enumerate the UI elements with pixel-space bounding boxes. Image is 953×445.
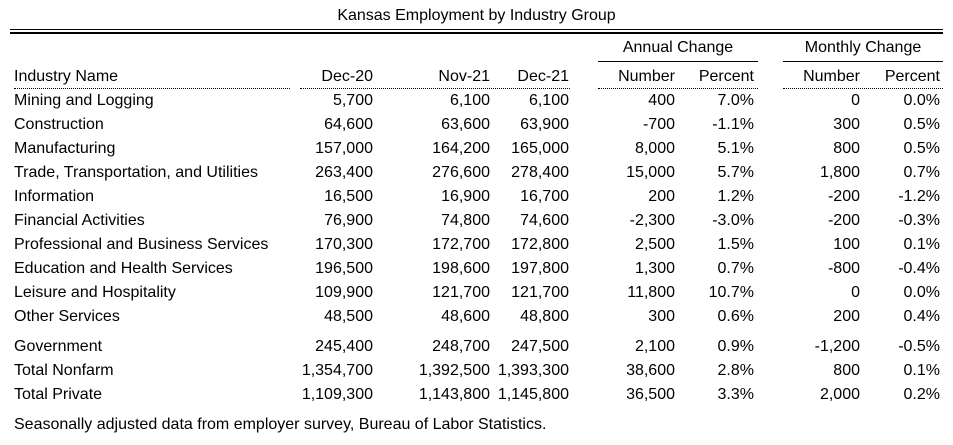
- dec21-cell: 1,145,800: [497, 386, 569, 403]
- monthly-number-cell: 0: [851, 284, 860, 301]
- table-row: [0, 305, 953, 329]
- table-row: [0, 137, 953, 161]
- annual-group-rule: [598, 61, 758, 62]
- dec21-cell: 197,800: [511, 260, 569, 277]
- nov21-cell: 248,700: [432, 338, 490, 355]
- dec20-cell: 1,354,700: [301, 362, 373, 379]
- dec21-cell: 121,700: [511, 284, 569, 301]
- monthly-percent-cell: 0.4%: [903, 308, 940, 325]
- nov21-cell: 16,900: [441, 188, 490, 205]
- monthly-group-rule: [783, 61, 943, 62]
- annual-percent-cell: -3.0%: [712, 212, 754, 229]
- annual-number-cell: 11,800: [627, 284, 675, 301]
- monthly-number-cell: -800: [827, 260, 860, 277]
- monthly-number-cell: 300: [833, 116, 860, 133]
- dec20-cell: 109,900: [315, 284, 373, 301]
- monthly-percent-cell: -1.2%: [898, 188, 940, 205]
- industry-name-cell: Financial Activities: [14, 212, 145, 229]
- table-row: [0, 281, 953, 305]
- table-row: [0, 359, 953, 383]
- header-top-rule: [10, 32, 943, 34]
- header-dec20: Dec-20: [321, 68, 373, 85]
- monthly-number-cell: 800: [833, 362, 860, 379]
- monthly-change-group-header: Monthly Change: [804, 39, 922, 56]
- header-annual-number: Number: [618, 68, 675, 85]
- footnote: Seasonally adjusted data from employer survey, Bureau of Labor Statistics.: [14, 416, 547, 433]
- monthly-percent-cell: -0.3%: [898, 212, 940, 229]
- table-row: [0, 257, 953, 281]
- annual-number-cell: 36,500: [626, 386, 675, 403]
- nov21-cell: 48,600: [441, 308, 490, 325]
- industry-name-cell: Leisure and Hospitality: [14, 284, 176, 301]
- industry-name-cell: Government: [14, 338, 103, 355]
- annual-percent-cell: 7.0%: [717, 92, 754, 109]
- dec21-cell: 165,000: [511, 140, 569, 157]
- annual-percent-cell: 10.7%: [708, 284, 754, 301]
- table-row: [0, 161, 953, 185]
- annual-number-cell: -700: [642, 116, 675, 133]
- nov21-cell: 1,392,500: [418, 362, 490, 379]
- dec20-cell: 48,500: [324, 308, 373, 325]
- table-row: [0, 185, 953, 209]
- monthly-number-cell: 2,000: [819, 386, 860, 403]
- annual-percent-cell: 5.7%: [717, 164, 754, 181]
- monthly-number-cell: -200: [827, 212, 860, 229]
- annual-change-group-header: Annual Change: [622, 39, 734, 56]
- annual-number-cell: 2,100: [634, 338, 675, 355]
- table-row: [0, 335, 953, 359]
- monthly-percent-cell: -0.5%: [898, 338, 940, 355]
- dec20-cell: 76,900: [324, 212, 373, 229]
- table-row: [0, 209, 953, 233]
- annual-percent-cell: 5.1%: [717, 140, 754, 157]
- dec20-cell: 157,000: [315, 140, 373, 157]
- annual-percent-cell: 0.7%: [717, 260, 754, 277]
- header-monthly-percent: Percent: [884, 68, 940, 85]
- nov21-cell: 1,143,800: [418, 386, 490, 403]
- dec20-cell: 170,300: [315, 236, 373, 253]
- dec20-cell: 64,600: [324, 116, 373, 133]
- nov21-cell: 6,100: [449, 92, 490, 109]
- nov21-cell: 276,600: [432, 164, 490, 181]
- header-industry-name: Industry Name: [14, 68, 119, 85]
- dec20-cell: 1,109,300: [301, 386, 373, 403]
- industry-name-cell: Total Private: [14, 386, 103, 403]
- dec20-cell: 196,500: [315, 260, 373, 277]
- dec21-cell: 247,500: [511, 338, 569, 355]
- table-row: [0, 113, 953, 137]
- monthly-percent-cell: 0.7%: [903, 164, 940, 181]
- monthly-number-cell: 800: [833, 140, 860, 157]
- dec21-cell: 1,393,300: [497, 362, 569, 379]
- annual-number-cell: 15,000: [626, 164, 675, 181]
- header-monthly-number: Number: [803, 68, 860, 85]
- dec20-cell: 16,500: [324, 188, 373, 205]
- monthly-number-cell: 1,800: [819, 164, 860, 181]
- annual-percent-cell: 3.3%: [717, 386, 754, 403]
- monthly-number-cell: -200: [827, 188, 860, 205]
- dec21-cell: 48,800: [520, 308, 569, 325]
- table-row: [0, 89, 953, 113]
- annual-number-cell: 300: [648, 308, 675, 325]
- monthly-percent-cell: 0.0%: [903, 92, 940, 109]
- monthly-number-cell: 200: [833, 308, 860, 325]
- annual-percent-cell: 1.2%: [717, 188, 754, 205]
- nov21-cell: 63,600: [441, 116, 490, 133]
- monthly-percent-cell: 0.0%: [903, 284, 940, 301]
- industry-name-cell: Mining and Logging: [14, 92, 154, 109]
- header-annual-percent: Percent: [698, 68, 754, 85]
- annual-percent-cell: 2.8%: [717, 362, 754, 379]
- table-row: [0, 233, 953, 257]
- table-row: [0, 383, 953, 407]
- monthly-number-cell: 100: [833, 236, 860, 253]
- annual-percent-cell: 1.5%: [717, 236, 754, 253]
- nov21-cell: 164,200: [432, 140, 490, 157]
- annual-number-cell: 200: [648, 188, 675, 205]
- monthly-percent-cell: 0.1%: [903, 236, 940, 253]
- industry-name-cell: Construction: [14, 116, 104, 133]
- annual-number-cell: 2,500: [634, 236, 675, 253]
- industry-name-cell: Trade, Transportation, and Utilities: [14, 164, 258, 181]
- monthly-percent-cell: -0.4%: [898, 260, 940, 277]
- industry-name-cell: Manufacturing: [14, 140, 116, 157]
- dec21-cell: 6,100: [528, 92, 569, 109]
- header-nov21: Nov-21: [438, 68, 490, 85]
- annual-number-cell: 400: [648, 92, 675, 109]
- header-dec21: Dec-21: [517, 68, 569, 85]
- monthly-number-cell: 0: [851, 92, 860, 109]
- annual-percent-cell: 0.9%: [717, 338, 754, 355]
- industry-name-cell: Information: [14, 188, 95, 205]
- dec20-cell: 245,400: [315, 338, 373, 355]
- dec20-cell: 5,700: [332, 92, 373, 109]
- industry-name-cell: Other Services: [14, 308, 120, 325]
- title-underline: [10, 29, 943, 30]
- annual-number-cell: 8,000: [634, 140, 675, 157]
- nov21-cell: 121,700: [432, 284, 490, 301]
- dec21-cell: 16,700: [520, 188, 569, 205]
- monthly-percent-cell: 0.1%: [903, 362, 940, 379]
- annual-number-cell: 1,300: [634, 260, 675, 277]
- monthly-percent-cell: 0.5%: [903, 116, 940, 133]
- monthly-percent-cell: 0.5%: [903, 140, 940, 157]
- annual-percent-cell: -1.1%: [712, 116, 754, 133]
- dec21-cell: 278,400: [511, 164, 569, 181]
- nov21-cell: 74,800: [441, 212, 490, 229]
- nov21-cell: 198,600: [432, 260, 490, 277]
- dec21-cell: 74,600: [520, 212, 569, 229]
- industry-name-cell: Education and Health Services: [14, 260, 233, 277]
- annual-number-cell: -2,300: [629, 212, 675, 229]
- monthly-number-cell: -1,200: [814, 338, 860, 355]
- nov21-cell: 172,700: [432, 236, 490, 253]
- dec21-cell: 63,900: [520, 116, 569, 133]
- industry-name-cell: Total Nonfarm: [14, 362, 114, 379]
- annual-percent-cell: 0.6%: [717, 308, 754, 325]
- industry-name-cell: Professional and Business Services: [14, 236, 269, 253]
- dec20-cell: 263,400: [315, 164, 373, 181]
- monthly-percent-cell: 0.2%: [903, 386, 940, 403]
- annual-number-cell: 38,600: [626, 362, 675, 379]
- table-title: Kansas Employment by Industry Group: [337, 7, 616, 24]
- dec21-cell: 172,800: [511, 236, 569, 253]
